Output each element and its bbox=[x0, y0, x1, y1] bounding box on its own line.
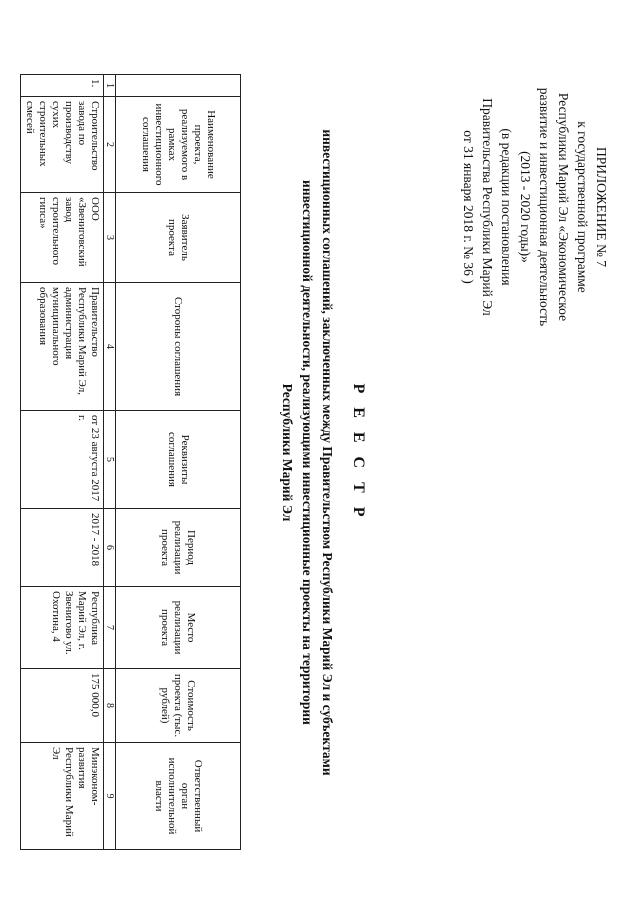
column-number: 3 bbox=[104, 193, 116, 283]
column-header: Заявитель проекта bbox=[116, 193, 241, 283]
document-subtitle bbox=[277, 0, 337, 905]
column-header: Место реализации проекта bbox=[116, 587, 241, 669]
subtitle-line: инвестиционных соглашений, заключенных между Правительством Республики Марий Эл и субъектами bbox=[320, 129, 335, 776]
column-number: 4 bbox=[104, 283, 116, 411]
period-cell: 2017 - 2018 bbox=[21, 509, 104, 587]
project-name-cell: Строительство завода по производству сухих строительных смесей bbox=[21, 97, 104, 193]
appendix-line: (2013 - 2020 годы)» bbox=[518, 151, 533, 263]
column-header: Стоимость проекта (тыс. рублей) bbox=[116, 669, 241, 743]
column-number: 2 bbox=[104, 97, 116, 193]
appendix-line: развитие и инвестиционная деятельность bbox=[537, 87, 552, 327]
appendix-line: Правительства Республики Марий Эл bbox=[480, 98, 495, 316]
appendix-line: ПРИЛОЖЕНИЕ № 7 bbox=[594, 146, 609, 268]
agreement-details-cell: от 23 августа 2017 г. bbox=[21, 411, 104, 509]
column-number: 8 bbox=[104, 669, 116, 743]
appendix-block bbox=[459, 82, 611, 332]
column-header: Реквизиты соглашения bbox=[116, 411, 241, 509]
responsible-body-cell: Минэконом-развития Республики Марий Эл bbox=[21, 743, 104, 850]
column-number-row bbox=[104, 75, 116, 850]
column-number: 9 bbox=[104, 743, 116, 850]
appendix-line: (в редакции постановления bbox=[499, 128, 514, 286]
column-number: 7 bbox=[104, 587, 116, 669]
appendix-line: от 31 января 2018 г. № 36 ) bbox=[461, 130, 476, 284]
column-number: 5 bbox=[104, 411, 116, 509]
table-row bbox=[21, 75, 104, 850]
column-number: 6 bbox=[104, 509, 116, 587]
subtitle-line: инвестиционной деятельности, реализующими инвестиционные проекты на территории bbox=[300, 180, 315, 725]
appendix-line: Республики Марий Эл «Экономическое bbox=[556, 92, 571, 322]
table-header-row bbox=[116, 75, 241, 850]
location-cell: Республика Марий Эл, г. Звенигово ул. Охотина, 4 bbox=[21, 587, 104, 669]
column-header: Стороны соглашения bbox=[116, 283, 241, 411]
column-number: 1 bbox=[104, 75, 116, 97]
appendix-line: к государственной программе bbox=[575, 121, 590, 293]
row-number: 1. bbox=[21, 75, 104, 97]
column-header bbox=[116, 75, 241, 97]
column-header: Ответственный орган исполнительной власти bbox=[116, 743, 241, 850]
column-header: Период реализации проекта bbox=[116, 509, 241, 587]
parties-cell: Правительство Республики Марий Эл, администрация муниципального образования bbox=[21, 283, 104, 411]
document-title: Р Е Е С Т Р bbox=[350, 383, 367, 522]
cost-cell: 175 000,0 bbox=[21, 669, 104, 743]
registry-table bbox=[20, 74, 241, 850]
applicant-cell: ООО «Звениговский завод строительного гипса» bbox=[21, 193, 104, 283]
subtitle-line: Республики Марий Эл bbox=[280, 383, 295, 522]
column-header: Наименование проекта, реализуемого в рамках инвестиционного соглашения bbox=[116, 97, 241, 193]
